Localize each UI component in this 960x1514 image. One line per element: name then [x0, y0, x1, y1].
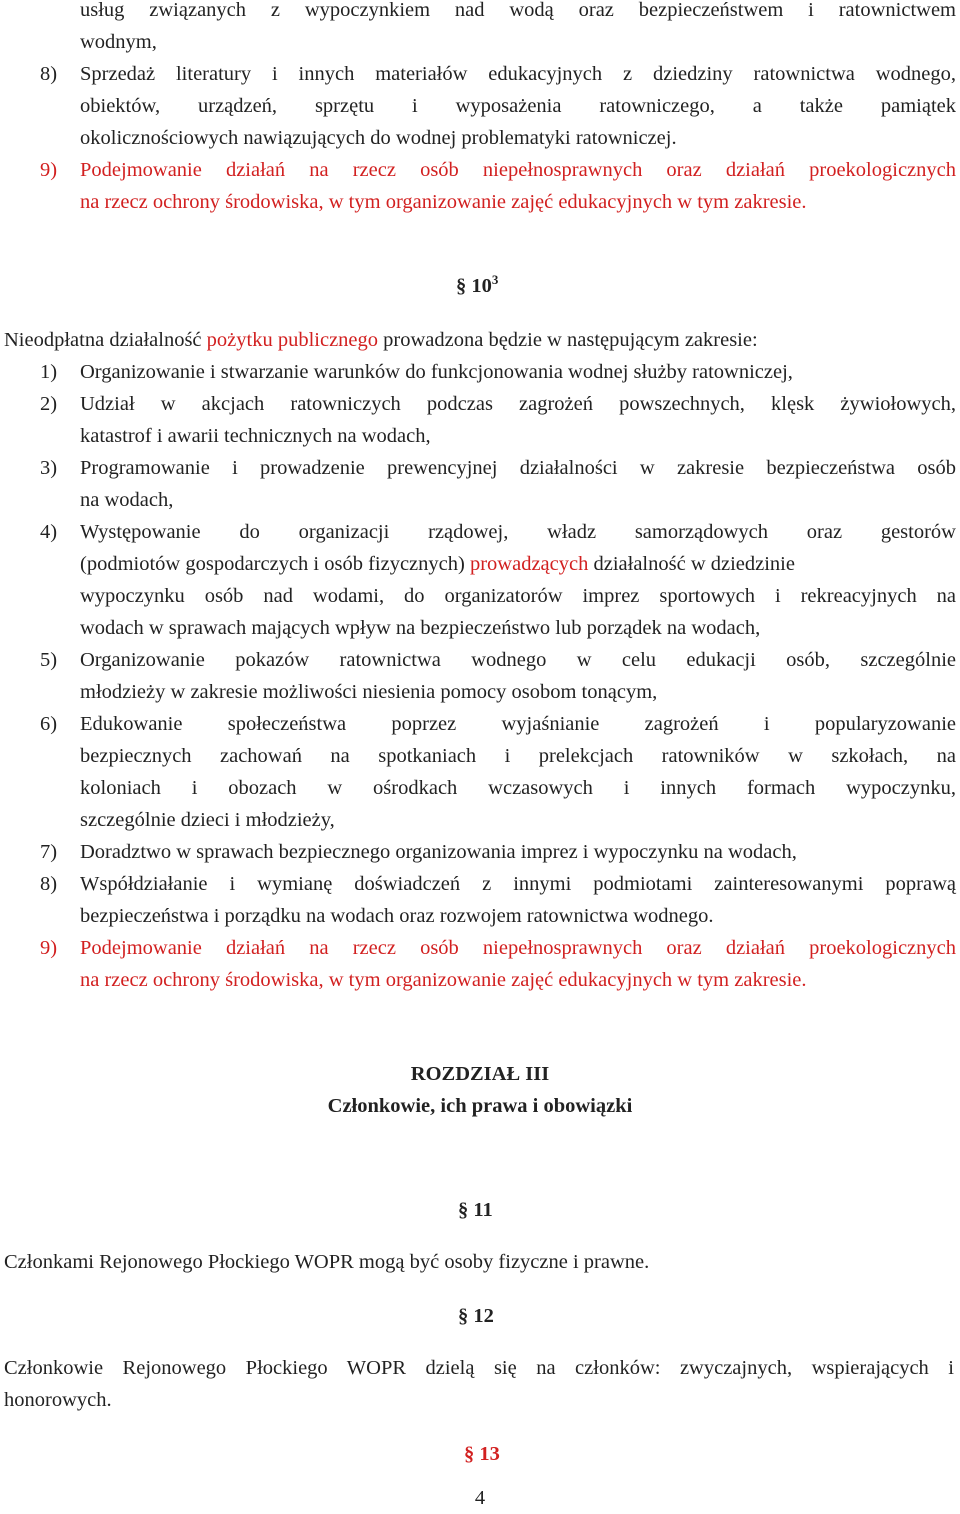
section-number: 10 [471, 275, 492, 297]
intro-line: Nieodpłatna działalność pożytku publicznego prowadzona będzie w następującym zakresie: [4, 329, 758, 351]
text-line: Edukowanie społeczeństwa poprzez wyjaśnianie zagrożeń i popularyzowanie [80, 713, 956, 735]
text-line: koloniach i obozach w ośrodkach wczasowych i innych formach wypoczynku, [80, 777, 956, 799]
text-line: Organizowanie i stwarzanie warunków do funkcjonowania wodnej służby ratowniczej, [80, 361, 793, 383]
list-number: 5) [40, 649, 58, 671]
text-line: katastrof i awarii technicznych na wodach, [80, 425, 431, 447]
text-line: obiektów, urządzeń, sprzętu i wyposażenia ratowniczego, a także pamiątek [80, 95, 956, 117]
chapter-subtitle: Członkowie, ich prawa i obowiązki [327, 1095, 633, 1117]
text-line: młodzieży w zakresie możliwości niesienia pomocy osobom tonącym, [80, 681, 658, 703]
text-line: Występowanie do organizacji rządowej, władz samorządowych oraz gestorów [80, 521, 956, 543]
list-number: 9) [40, 937, 58, 959]
text-line: Udział w akcjach ratowniczych podczas zagrożeń powszechnych, klęsk żywiołowych, [80, 393, 956, 415]
page-number: 4 [474, 1487, 486, 1509]
paragraph-text: honorowych. [4, 1389, 112, 1411]
paragraph-sign: § [456, 275, 467, 297]
text-line: Organizowanie pokazów ratownictwa wodnego w celu edukacji osób, szczególnie [80, 649, 956, 671]
text-line: wypoczynku osób nad wodami, do organizatorów imprez sportowych i rekreacyjnych na [80, 585, 956, 607]
text-line: wodnym, [80, 31, 157, 53]
list-number: 6) [40, 713, 58, 735]
text-line: szczególnie dzieci i młodzieży, [80, 809, 335, 831]
list-number: 7) [40, 841, 58, 863]
text-line: Podejmowanie działań na rzecz osób niepełnosprawnych oraz działań proekologicznych [80, 159, 956, 181]
highlighted-text: prowadzących [469, 553, 589, 575]
list-number: 3) [40, 457, 58, 479]
section-heading: § 11 [458, 1199, 493, 1221]
text-line: Sprzedaż literatury i innych materiałów edukacyjnych z dziedziny ratownictwa wodnego, [80, 63, 956, 85]
text-line: Doradztwo w sprawach bezpiecznego organizowania imprez i wypoczynku na wodach, [80, 841, 797, 863]
list-number: 2) [40, 393, 58, 415]
list-number: 8) [40, 63, 58, 85]
list-number: 9) [40, 159, 58, 181]
chapter-title: ROZDZIAŁ III [410, 1063, 550, 1085]
text-line: bezpiecznych zachowań na spotkaniach i prelekcjach ratowników w szkołach, na [80, 745, 956, 767]
text-line: na rzecz ochrony środowiska, w tym organizowanie zajęć edukacyjnych w tym zakresie. [80, 191, 807, 213]
text-line: na wodach, [80, 489, 174, 511]
section-heading [456, 270, 498, 302]
text-line: na rzecz ochrony środowiska, w tym organizowanie zajęć edukacyjnych w tym zakresie. [80, 969, 807, 991]
section-heading: § 12 [458, 1305, 494, 1327]
list-number: 1) [40, 361, 58, 383]
text-line: wodach w sprawach mających wpływ na bezpieczeństwo lub porządek na wodach, [80, 617, 761, 639]
text-line: bezpieczeństwa i porządku na wodach oraz rozwojem ratownictwa wodnego. [80, 905, 714, 927]
text-line: okolicznościowych nawiązujących do wodnej problematyki ratowniczej. [80, 127, 677, 149]
section-superscript: 3 [491, 272, 499, 288]
text-line: (podmiotów gospodarczych i osób fizycznych) prowadzących działalność w dziedzinie [80, 553, 795, 575]
text-line: Podejmowanie działań na rzecz osób niepełnosprawnych oraz działań proekologicznych [80, 937, 956, 959]
list-number: 4) [40, 521, 58, 543]
section-heading: § 13 [464, 1443, 500, 1465]
text-line: usług związanych z wypoczynkiem nad wodą oraz bezpieczeństwem i ratownictwem [80, 0, 956, 21]
paragraph-text: Członkami Rejonowego Płockiego WOPR mogą być osoby fizyczne i prawne. [4, 1251, 650, 1273]
list-number: 8) [40, 873, 58, 895]
highlighted-text: pożytku publicznego [206, 329, 379, 351]
paragraph-text: Członkowie Rejonowego Płockiego WOPR dzielą się na członków: zwyczajnych, wspierających i [4, 1357, 954, 1379]
text-line: Programowanie i prowadzenie prewencyjnej działalności w zakresie bezpieczeństwa osób [80, 457, 956, 479]
text-line: Współdziałanie i wymianę doświadczeń z innymi podmiotami zainteresowanymi poprawą [80, 873, 956, 895]
